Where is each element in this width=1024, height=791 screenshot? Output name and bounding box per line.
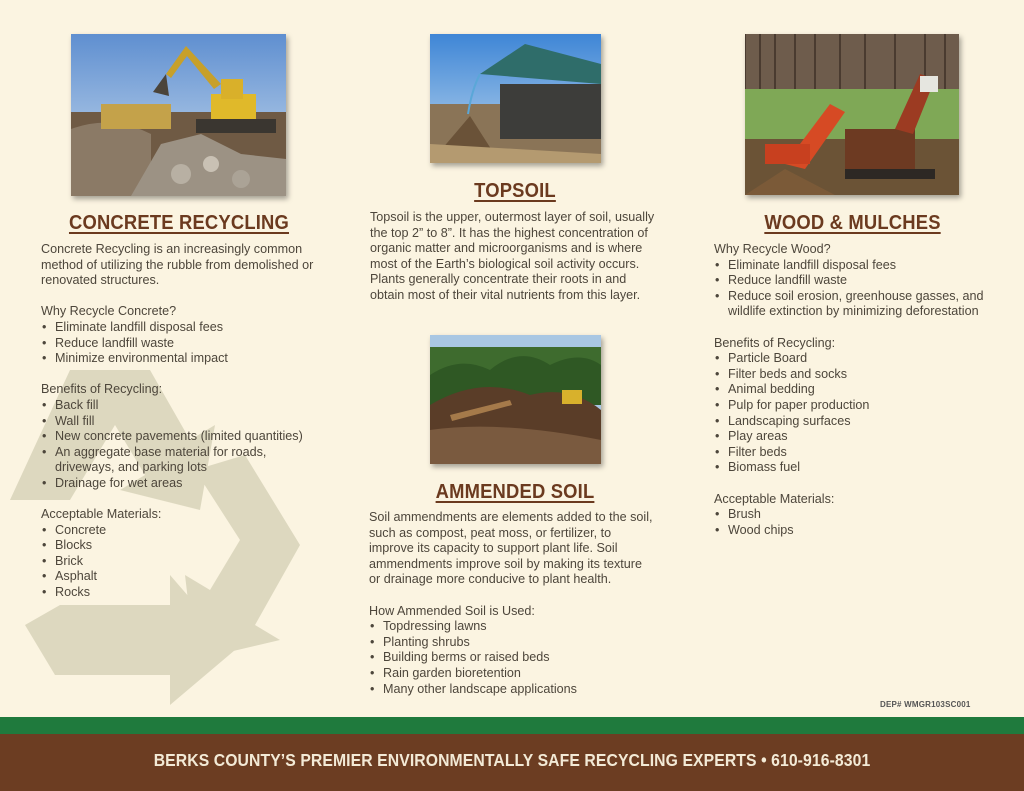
list-item: • Back fill — [41, 398, 321, 414]
list-item: • Eliminate landfill disposal fees — [714, 258, 1004, 274]
list-item: • Many other landscape applications — [369, 682, 654, 698]
list-item: • Play areas — [714, 429, 1004, 445]
list-item: • Pulp for paper production — [714, 398, 1004, 414]
ammended-soil-body: Soil ammendments are elements added to the soil, such as compost, peat moss, or fertilizer, to improve its capacity to support plant life. Soil ammendments improve soil by making its texture or drainage more conducive to plant health. — [369, 510, 653, 587]
concrete-intro: Concrete Recycling is an increasingly common method of utilizing the rubble from demolished or renovated structures. — [41, 242, 314, 288]
topsoil-heading: TOPSOIL — [474, 180, 556, 202]
list-item: • Biomass fuel — [714, 460, 1004, 476]
list-item: • An aggregate base material for roads, driveways, and parking lots — [41, 445, 285, 476]
list-item: • Eliminate landfill disposal fees — [41, 320, 321, 336]
list-item: • Wall fill — [41, 414, 321, 430]
list-item: • Minimize environmental impact — [41, 351, 321, 367]
wood-text-block — [714, 242, 1004, 538]
ammended-soil-uses-list — [369, 619, 654, 697]
ammended-soil-text-block — [369, 510, 654, 697]
topsoil-screener-photo — [430, 34, 601, 163]
list-item: • Building berms or raised beds — [369, 650, 654, 666]
wood-benefits-list — [714, 351, 1004, 476]
topsoil-text-block — [370, 210, 660, 304]
concrete-benefits-heading: Benefits of Recycling: — [41, 382, 163, 397]
ammended-soil-heading: AMMENDED SOIL — [435, 481, 595, 503]
list-item: • Wood chips — [714, 523, 1004, 539]
wood-benefits-heading: Benefits of Recycling: — [714, 335, 836, 350]
concrete-materials-heading: Acceptable Materials: — [41, 507, 162, 522]
list-item: • Rocks — [41, 585, 321, 601]
list-item: • Brick — [41, 554, 321, 570]
wood-materials-heading: Acceptable Materials: — [714, 491, 835, 506]
list-item: • New concrete pavements (limited quantities) — [41, 429, 321, 445]
footer-tagline: BERKS COUNTY’S PREMIER ENVIRONMENTALLY SAFE RECYCLING EXPERTS • 610-916-8301 — [153, 750, 871, 770]
concrete-excavator-photo — [71, 34, 286, 196]
list-item: • Filter beds and socks — [714, 367, 1004, 383]
concrete-benefits-list — [41, 398, 321, 492]
wood-why-list — [714, 258, 1004, 320]
footer-green-band — [0, 717, 1024, 734]
list-item: • Planting shrubs — [369, 635, 654, 651]
concrete-materials-list — [41, 523, 321, 601]
list-item: • Filter beds — [714, 445, 1004, 461]
wood-materials-list — [714, 507, 1004, 538]
list-item: • Topdressing lawns — [369, 619, 654, 635]
concrete-recycling-heading: CONCRETE RECYCLING — [68, 212, 290, 234]
list-item: • Concrete — [41, 523, 321, 539]
wood-grinder-photo — [745, 34, 959, 195]
dep-permit-number: DEP# WMGR103SC001 — [880, 700, 971, 709]
concrete-text-block — [41, 242, 321, 601]
wood-why-heading: Why Recycle Wood? — [714, 242, 831, 256]
list-item: • Asphalt — [41, 569, 321, 585]
concrete-why-list — [41, 320, 321, 367]
list-item: • Reduce landfill waste — [41, 336, 321, 352]
topsoil-body: Topsoil is the upper, outermost layer of soil, usually the top 2” to 8”. It has the highest concentration of organic matter and microorganisms and is where most of the Earth’s biological soil activity occurs. Plants generally concentrate their roots in and obtain most of their vital nutrients from this layer. — [370, 210, 655, 302]
list-item: • Animal bedding — [714, 382, 1004, 398]
wood-mulches-heading: WOOD & MULCHES — [764, 212, 941, 234]
ammended-soil-piles-photo — [430, 335, 601, 464]
list-item: • Reduce landfill waste — [714, 273, 1004, 289]
list-item: • Particle Board — [714, 351, 1004, 367]
concrete-why-heading: Why Recycle Concrete? — [41, 304, 177, 319]
list-item: • Rain garden bioretention — [369, 666, 654, 682]
list-item: • Drainage for wet areas — [41, 476, 321, 492]
ammended-soil-uses-heading: How Ammended Soil is Used: — [369, 603, 535, 618]
list-item: • Blocks — [41, 538, 321, 554]
list-item: • Brush — [714, 507, 1004, 523]
list-item: • Landscaping surfaces — [714, 414, 1004, 430]
list-item: • Reduce soil erosion, greenhouse gasses, and wildlife extinction by minimizing deforestation — [714, 289, 1004, 320]
